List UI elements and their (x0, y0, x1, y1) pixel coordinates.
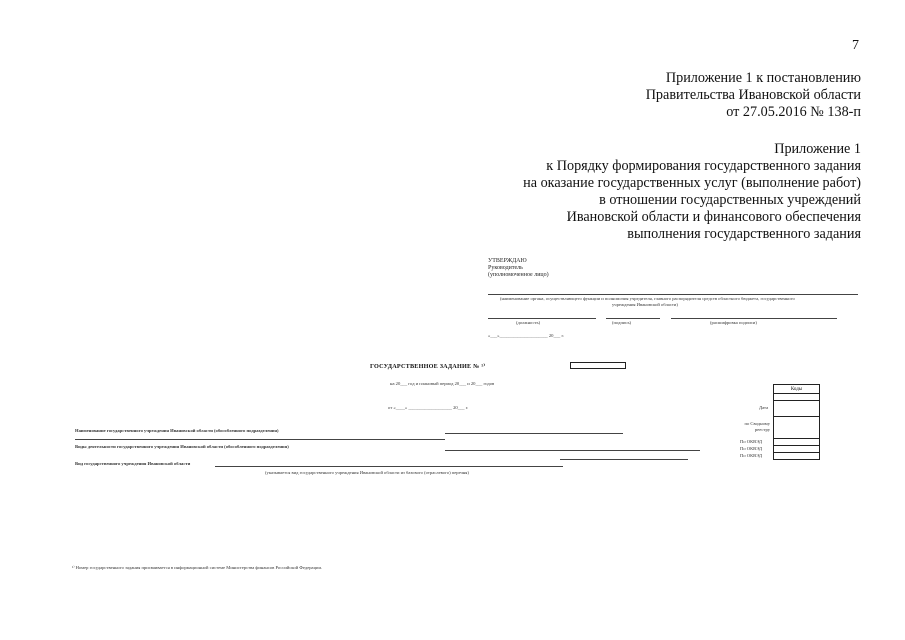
codes-label-okved: По ОКВЭД (740, 446, 762, 451)
codes-label-okved: По ОКВЭД (740, 439, 762, 444)
activity-types-label: Виды деятельности государственного учреждения Ивановской области (обособленного подразделения) (75, 444, 289, 449)
appendix-sub-header-line: в отношении государственных учреждений (599, 192, 861, 208)
decryption-line (671, 318, 837, 319)
signature-line (606, 318, 660, 319)
approval-date: «___»_____________________ 20___ г. (488, 333, 565, 338)
codes-cell-registry[interactable] (773, 416, 820, 439)
institution-type-line[interactable] (215, 466, 563, 467)
organ-line (488, 294, 858, 295)
appendix-header-line: от 27.05.2016 № 138-п (726, 104, 861, 120)
appendix-header (646, 70, 861, 121)
institution-name-label: Наименование государственного учреждения Ивановской области (обособленного подразделения) (75, 428, 279, 433)
activity-types-line[interactable] (445, 450, 700, 451)
position-line (488, 318, 596, 319)
codes-label-okved: По ОКВЭД (740, 453, 762, 458)
position-caption: (должность) (516, 320, 541, 325)
institution-name-line[interactable] (445, 433, 623, 434)
approval-authorized: (уполномоченное лицо) (488, 272, 549, 278)
appendix-sub-header-line: на оказание государственных услуг (выполнение работ) (523, 175, 861, 191)
task-title: ГОСУДАРСТВЕННОЕ ЗАДАНИЕ № ¹⁾ (370, 363, 486, 370)
institution-type-label: Вид государственного учреждения Ивановской области (75, 461, 191, 466)
appendix-sub-header-line: выполнения государственного задания (627, 226, 861, 242)
institution-type-caption: (указывается вид государственного учреждения Ивановской области из базового (отраслевого) перечня) (265, 470, 469, 475)
approval-title: УТВЕРЖДАЮ (488, 258, 527, 264)
codes-cell-okved[interactable] (773, 452, 820, 460)
task-number-box[interactable] (570, 362, 626, 369)
approval-head: Руководитель (488, 265, 523, 271)
appendix-sub-header-line: Ивановской области и финансового обеспечения (566, 209, 861, 225)
appendix-header-line: Правительства Ивановской области (645, 87, 861, 103)
page-number: 7 (852, 38, 859, 53)
activity-types-line-2[interactable] (560, 459, 688, 460)
appendix-header-line: Приложение 1 к постановлению (665, 70, 861, 86)
codes-label-date: Дата (759, 405, 769, 410)
appendix-sub-header-line: Приложение 1 (774, 141, 861, 157)
organ-caption-line1: (наименование органа, осуществляющего функции и полномочия учредителя, главного распорядителя средств областного бюджета, государственного (500, 296, 795, 301)
footnote: ¹⁾ Номер государственного задания присваивается в информационной системе Министерства финансов Российской Федерации. (72, 565, 323, 570)
task-period: на 20___ год и плановый период 20___ и 20___ годов (390, 381, 495, 386)
appendix-sub-header-line: к Порядку формирования государственного задания (546, 158, 861, 174)
codes-label-registry: по Сводному реестру (744, 421, 770, 432)
appendix-sub-header (523, 141, 861, 243)
signature-caption: (подпись) (612, 320, 632, 325)
organ-caption-line2: учреждения Ивановской области) (612, 302, 678, 307)
decryption-caption: (расшифровка подписи) (710, 320, 757, 325)
task-date: от «____» ___________________ 20___ г. (388, 405, 469, 410)
institution-name-line-2[interactable] (75, 439, 445, 440)
codes-header: Коды (773, 384, 820, 394)
codes-cell-date[interactable] (773, 400, 820, 417)
